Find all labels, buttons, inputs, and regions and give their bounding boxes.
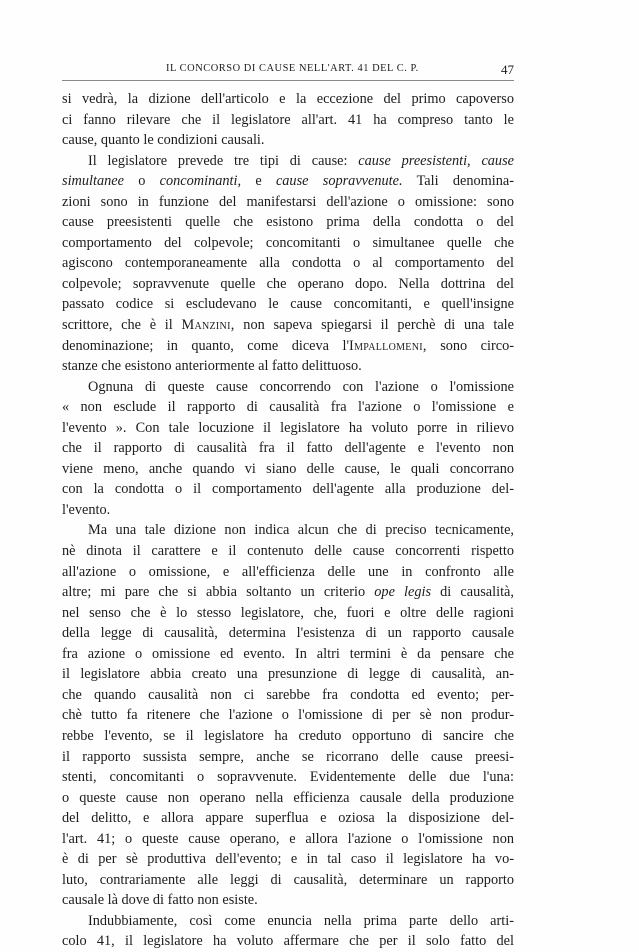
text-line [62,849,514,870]
emphasis-text: ope legis [374,584,432,601]
text-line [62,336,514,357]
text-segment: il rapporto sussista sempre, anche se ricorrano delle cause preesi- [62,748,514,765]
text-segment: che quando causalità non ci sarebbe fra condotta ed evento; per- [62,686,514,703]
text-segment: viene meno, anche quando vi siano delle cause, le quali concorrano [62,460,514,477]
text-line [62,931,514,952]
text-segment: colpevole; sopravvenute quelle che operano dopo. Nella dottrina del [62,275,514,292]
text-segment: di causalità, [431,584,514,601]
text-segment: comportamento del colpevole; concomitanti o simultanee quelle che [62,234,514,251]
text-line [62,151,514,172]
text-line [62,233,514,254]
text-line [62,603,514,624]
running-title: IL CONCORSO DI CAUSE NELL'ART. 41 DEL C. P. [166,63,419,74]
text-line [62,767,514,788]
text-line [62,418,514,439]
author-name: Impallomeni, [349,337,427,354]
text-segment: nè dinota il carattere e il contenuto delle cause concorrenti rispetto [62,543,514,560]
text-segment: nel senso che è lo stesso legislatore, che, fuori e oltre delle ragioni [62,604,514,621]
text-line [62,747,514,768]
text-segment: luto, contrariamente alle leggi di causalità, determinare un rapporto [62,871,514,888]
text-segment: scrittore, che è il [62,317,182,334]
text-line [62,356,514,377]
text-segment: l'art. 41; o queste cause operano, e allora l'azione o l'omissione non [62,830,514,847]
text-line [62,294,514,315]
text-line [62,438,514,459]
page-number: 47 [501,62,514,77]
text-segment: agiscono contemporaneamente alla condotta o al comportamento del [62,255,514,272]
text-line [62,890,514,911]
text-segment: fra azione o omissione ed evento. In altri termini è da pensare che [62,645,514,662]
text-segment: o [123,173,160,190]
text-line [62,644,514,665]
text-segment: passato codice si escludevano le cause concomitanti, e quell'insigne [62,296,514,313]
text-line [62,911,514,932]
author-name: Manzini, [181,317,235,334]
text-segment: colo 41, il legislatore ha voluto affermare che per il solo fatto del [62,933,514,950]
emphasis-text: concominanti, [159,173,242,190]
text-segment: rebbe l'evento, se il legislatore ha creduto opportuno di sancire che [62,727,514,744]
text-line [62,377,514,398]
text-line [62,479,514,500]
text-segment: non sapeva spiegarsi il perchè di una tale [234,317,514,334]
text-line [62,870,514,891]
header-divider [62,80,514,81]
text-line [62,541,514,562]
text-segment: del delitto, e allora appare superflua e oziosa la disposizione del- [62,810,514,827]
text-segment: l'evento. [62,501,111,518]
text-line [62,397,514,418]
text-segment: e [241,173,276,190]
text-segment: sono circo- [426,337,514,354]
text-segment: l'evento ». Con tale locuzione il legislatore ha voluto porre in rilievo [62,419,514,436]
text-segment: « non esclude il rapporto di causalità fra l'azione o l'omissione e [62,399,514,416]
text-line [62,192,514,213]
text-line [62,726,514,747]
emphasis-text: simultanee [62,173,124,190]
text-segment: o queste cause non operano nella efficienza causale della produzione [62,789,514,806]
text-segment: Ognuna di queste cause concorrendo con l'azione o l'omissione [88,378,514,395]
text-line [62,562,514,583]
text-line [62,459,514,480]
text-line [62,582,514,603]
text-segment: Il legislatore prevede tre tipi di cause: [88,152,359,169]
text-segment: altre; mi pare che si abbia soltanto un criterio [62,584,375,601]
text-line [62,685,514,706]
text-segment: cause preesistenti quelle che esistono prima della condotta o del [62,214,514,231]
text-line [62,788,514,809]
text-segment: Indubbiamente, così come enuncia nella prima parte dello arti- [88,912,514,929]
text-line [62,110,514,131]
emphasis-text: cause preesistenti, cause [358,152,514,169]
text-segment: della legge di causalità, determina l'esistenza di un rapporto causale [62,625,514,642]
text-segment: si vedrà, la dizione dell'articolo e la eccezione del primo capoverso [62,91,514,107]
text-line [62,520,514,541]
text-segment: causale là dove di fatto non esiste. [62,892,258,909]
text-segment: Ma una tale dizione non indica alcun che di preciso tecnicamente, [88,522,514,539]
text-segment: denominazione; in quanto, come diceva l' [62,337,350,354]
running-head [62,63,514,79]
text-segment: all'azione o omissione, e all'efficienza delle une in confronto alle [62,563,514,580]
text-segment: con la condotta o il comportamento dell'agente alla produzione del- [62,481,514,498]
text-line [62,705,514,726]
emphasis-text: cause sopravvenute. [275,173,403,190]
text-line [62,212,514,233]
text-segment: ci fanno rilevare che il legislatore all'art. 41 ha compreso tanto le [62,111,514,128]
text-segment: il legislatore abbia creato una presunzione di legge di causalità, an- [62,666,514,683]
text-line [62,664,514,685]
text-segment: chè tutto fa ritenere che l'azione o l'omissione di per sè non produr- [62,707,514,724]
text-segment: Tali denomina- [402,173,514,190]
text-line [62,89,514,110]
text-segment: stanze che esistono anteriormente al fatto delittuoso. [62,358,362,375]
body-text [62,89,514,952]
text-segment: zioni sono in funzione del manifestarsi dell'azione o omissione: sono [62,193,514,210]
text-segment: cause, quanto le condizioni causali. [62,132,265,149]
text-segment: che il rapporto di causalità fra il fatto dell'agente e l'evento non [62,440,514,457]
text-line [62,130,514,151]
text-segment: stenti, concomitanti o sopravvenute. Evidentemente delle due l'una: [62,769,514,786]
text-line [62,829,514,850]
text-line [62,253,514,274]
text-line [62,500,514,521]
text-line [62,274,514,295]
text-line [62,171,514,192]
text-segment: è di per sè produttiva dell'evento; e in tal caso il legislatore ha vo- [62,851,514,868]
text-line [62,808,514,829]
text-line [62,315,514,336]
text-line [62,623,514,644]
